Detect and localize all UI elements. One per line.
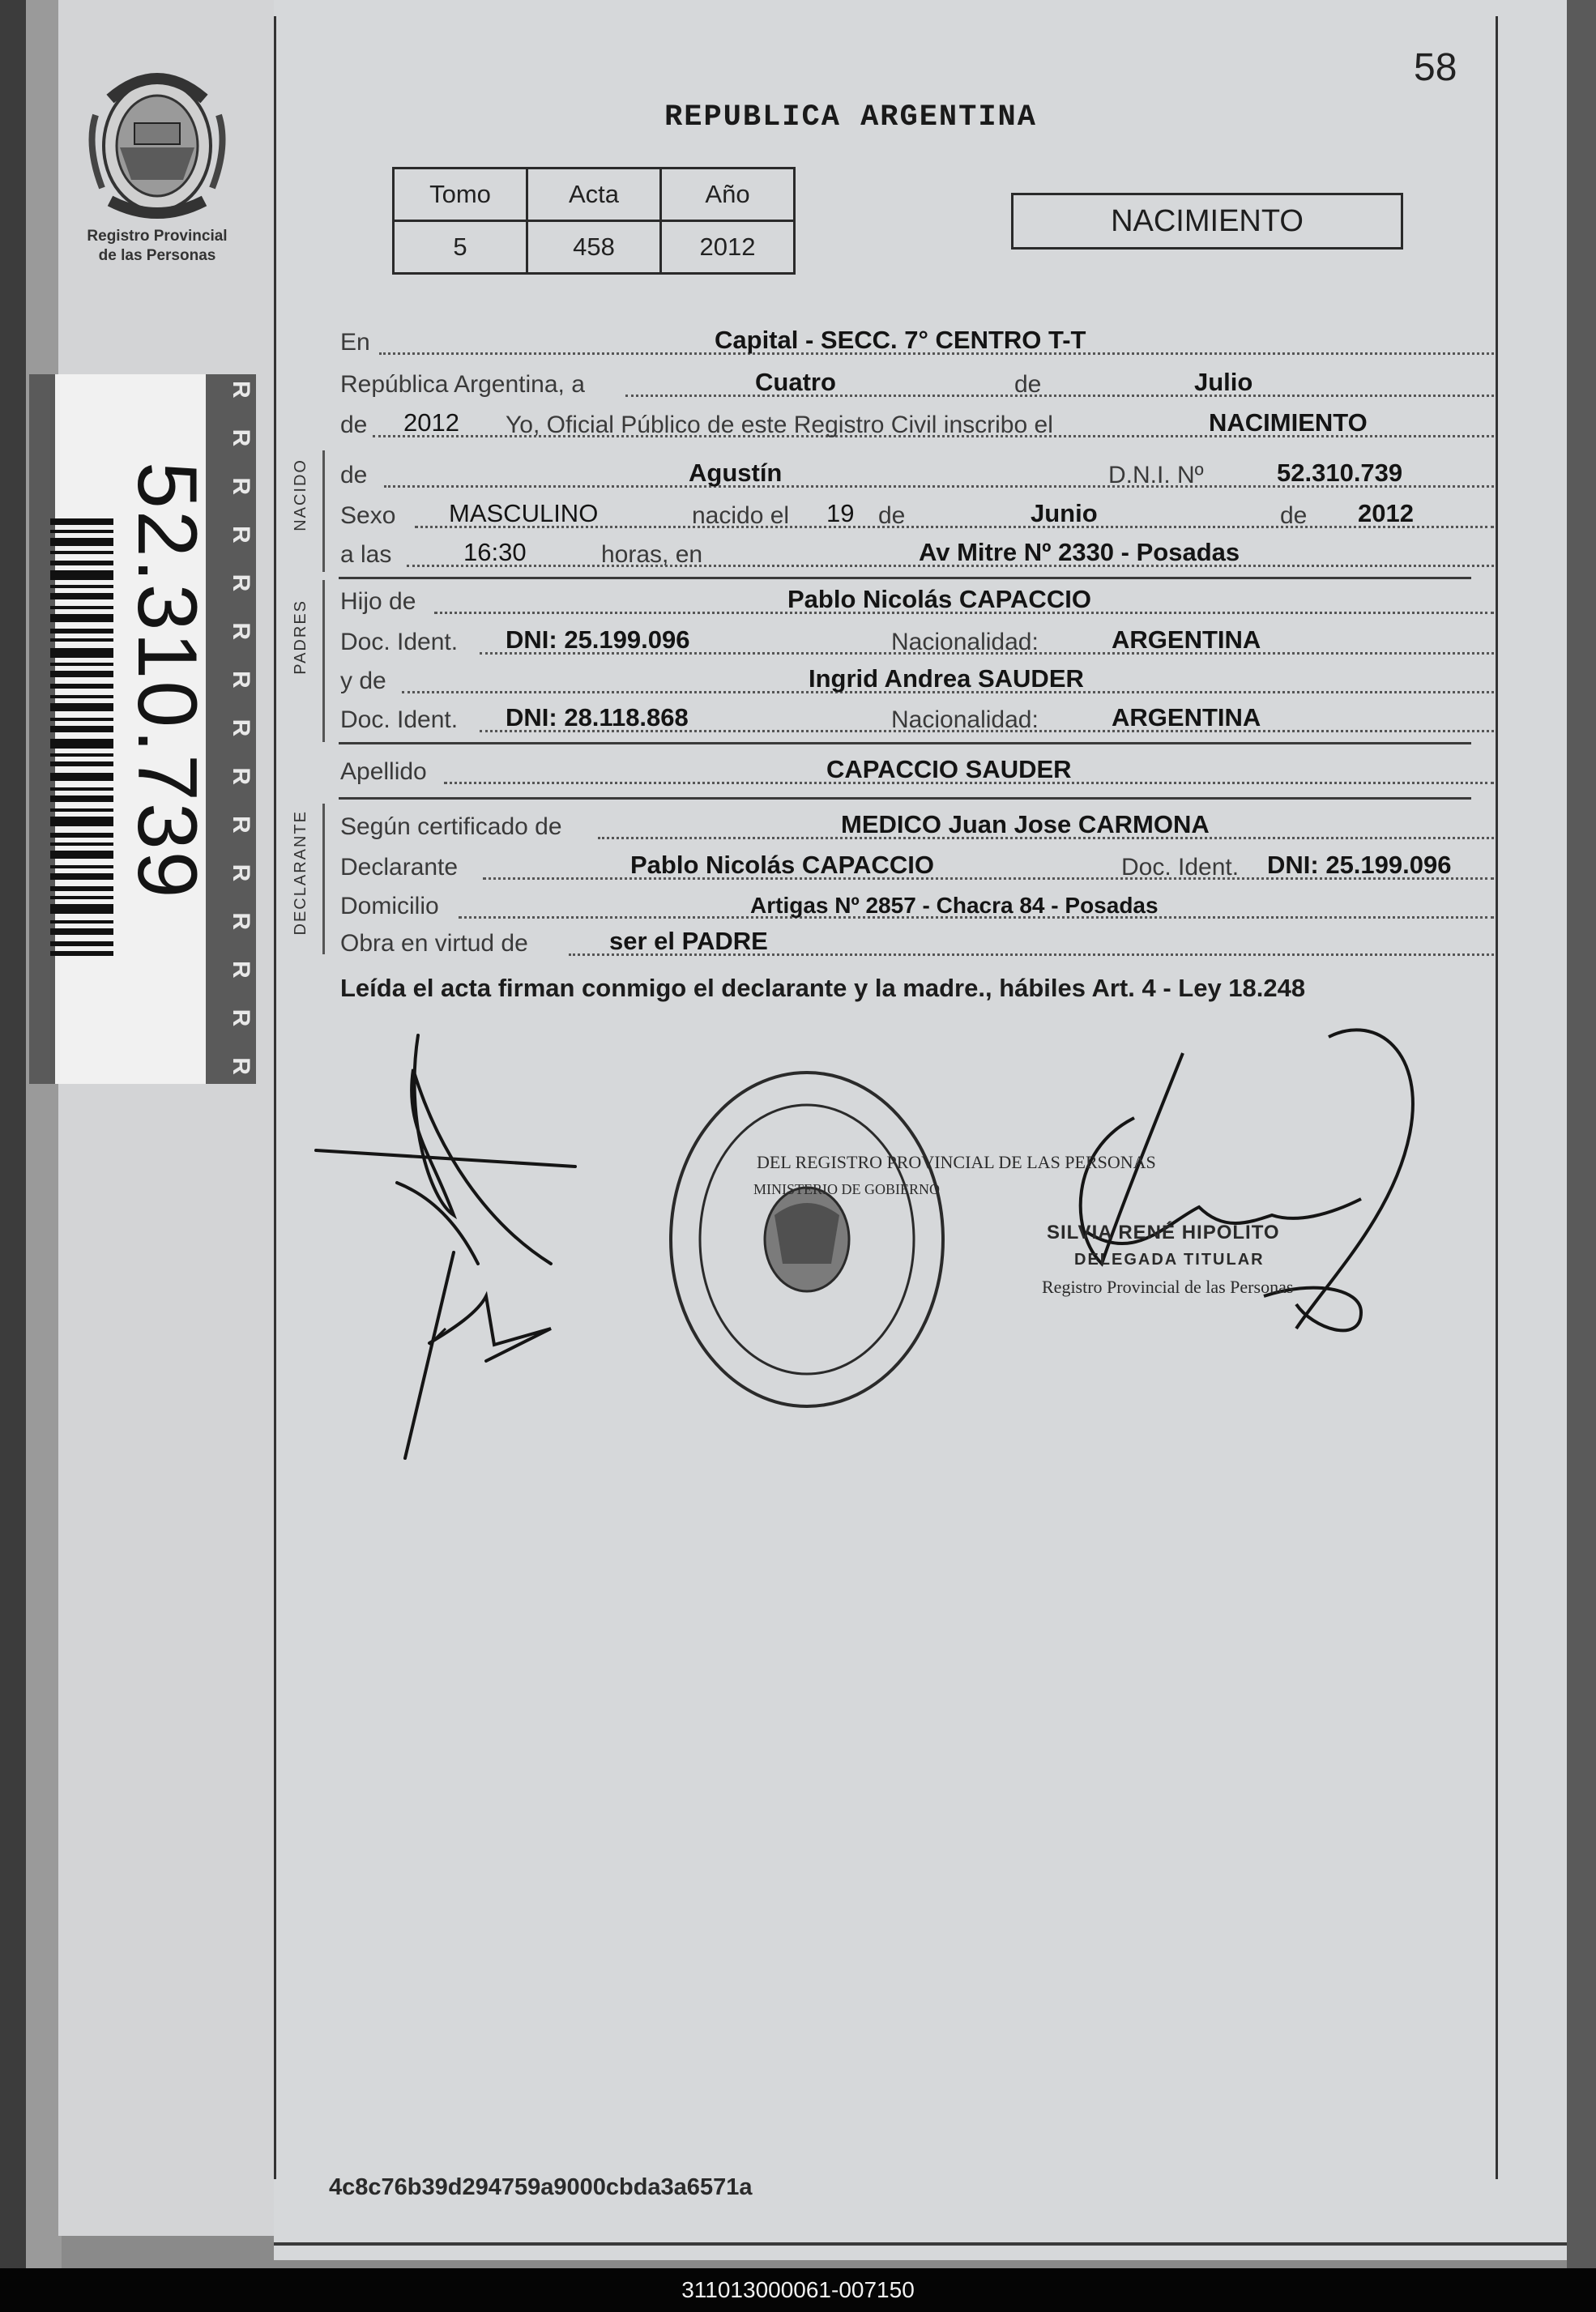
book-spine: [0, 0, 26, 2268]
value-madre-dni: DNI: 28.118.868: [506, 703, 689, 732]
record-type-box: NACIMIENTO: [1011, 193, 1403, 250]
label-nacionalidad: Nacionalidad:: [891, 706, 1039, 733]
value-obra-en-virtud: ser el PADRE: [609, 927, 768, 955]
officer-office: Registro Provincial de las Personas: [1042, 1277, 1294, 1297]
footer-id: 311013000061-007150: [681, 2277, 915, 2302]
label-obra-en-virtud: Obra en virtud de: [340, 930, 528, 957]
value-dia: Cuatro: [755, 368, 836, 396]
province-emblem: [78, 58, 237, 228]
row-apellido: [340, 749, 1494, 789]
label-y-de: y de: [340, 668, 386, 694]
value-certificado: MEDICO Juan Jose CARMONA: [841, 810, 1210, 838]
label-nacionalidad: Nacionalidad:: [891, 629, 1039, 655]
value-apellido: CAPACCIO SAUDER: [826, 755, 1072, 783]
register-value-tomo: 5: [394, 221, 527, 274]
seal-inner-text: MINISTERIO DE GOBIERNO: [753, 1181, 940, 1197]
right-margin-rule: [1496, 16, 1498, 2179]
officer-role: DELEGADA TITULAR: [1074, 1251, 1265, 1269]
register-value-anio: 2012: [661, 221, 795, 274]
officer-name: SILVIA RENÉ HIPOLITO: [1047, 1222, 1280, 1243]
label-sexo: Sexo: [340, 502, 396, 529]
row-padre-doc: [340, 619, 1494, 659]
value-declarante-dni: DNI: 25.199.096: [1267, 851, 1452, 879]
row-hora-lugar: [340, 531, 1494, 572]
value-lugar: Capital - SECC. 7° CENTRO T-T: [715, 326, 1086, 354]
label-doc-ident: Doc. Ident.: [1121, 854, 1240, 881]
nacido-bracket: [322, 450, 325, 572]
row-lugar: [340, 319, 1494, 360]
label-doc-ident: Doc. Ident.: [340, 629, 459, 655]
value-domicilio: Artigas Nº 2857 - Chacra 84 - Posadas: [750, 893, 1159, 918]
value-padre-dni: DNI: 25.199.096: [506, 625, 690, 654]
label-de: de: [340, 462, 368, 488]
register-table: [392, 167, 796, 275]
sticker-dni-number: 52.310.739: [120, 462, 214, 900]
value-lugar-nacimiento: Av Mitre Nº 2330 - Posadas: [919, 538, 1240, 566]
label-hijo-de: Hijo de: [340, 588, 416, 615]
label-en: En: [340, 329, 370, 356]
label-declarante: Declarante: [340, 854, 459, 881]
label-apellido: Apellido: [340, 758, 427, 785]
label-dni: D.N.I. Nº: [1108, 462, 1204, 488]
closing-statement: Leída el acta firman conmigo el declarante y la madre., hábiles Art. 4 - Ley 18.248: [340, 974, 1306, 1002]
signature-area: [308, 1021, 1442, 1474]
document-hash: 4c8c76b39d294759a9000cbda3a6571a: [329, 2174, 753, 2200]
mother-signature: [429, 1329, 446, 1345]
country-title: REPUBLICA ARGENTINA: [664, 100, 1037, 134]
declarante-bracket: [322, 804, 325, 954]
label-de: de: [1014, 371, 1042, 398]
row-inscripcion: [340, 402, 1494, 442]
page-number: 58: [1414, 46, 1457, 89]
value-padre-nacionalidad: ARGENTINA: [1112, 625, 1261, 654]
label-a-las: a las: [340, 541, 392, 568]
value-dni: 52.310.739: [1277, 459, 1403, 487]
label-de: de: [878, 502, 906, 529]
label-nacido-el: nacido el: [692, 502, 790, 529]
value-madre: Ingrid Andrea SAUDER: [809, 664, 1084, 693]
row-obra-en-virtud: [340, 920, 1494, 961]
row-certificado: [340, 804, 1494, 844]
section-label-nacido: NACIDO: [292, 459, 309, 531]
page-edge: [1567, 0, 1596, 2268]
value-madre-nacionalidad: ARGENTINA: [1112, 703, 1261, 732]
label-segun-certificado: Según certificado de: [340, 813, 562, 840]
registry-seal: [671, 1073, 943, 1406]
register-header-acta: Acta: [527, 168, 661, 221]
row-madre-doc: [340, 697, 1494, 737]
row-fecha: [340, 361, 1494, 402]
register-value-acta: 458: [527, 221, 661, 274]
section-label-declarante: DECLARANTE: [292, 810, 309, 936]
row-sexo-nacimiento: [340, 493, 1494, 533]
section-label-padres: PADRES: [292, 599, 309, 675]
left-margin-rule: [274, 16, 276, 2179]
label-domicilio: Domicilio: [340, 893, 439, 919]
value-dia-nacimiento: 19: [826, 499, 855, 527]
row-declarante: [340, 844, 1494, 885]
bottom-rule: [274, 2242, 1567, 2246]
value-mes: Julio: [1194, 368, 1253, 396]
row-madre: [340, 658, 1494, 698]
padres-bracket: [322, 580, 325, 742]
label-republica: República Argentina, a: [340, 371, 585, 398]
registry-label: [68, 227, 246, 266]
value-padre: Pablo Nicolás CAPACCIO: [787, 585, 1091, 613]
value-declarante: Pablo Nicolás CAPACCIO: [630, 851, 934, 879]
value-anio-nacimiento: 2012: [1358, 499, 1414, 527]
value-tipo: NACIMIENTO: [1209, 408, 1368, 437]
binding-strip: [26, 0, 62, 2268]
registry-label-line-2: de las Personas: [98, 247, 216, 264]
section-divider: [339, 797, 1471, 800]
value-sexo: MASCULINO: [449, 499, 599, 527]
label-oficial: Yo, Oficial Público de este Registro Civil inscribo el: [506, 412, 1053, 438]
label-doc-ident: Doc. Ident.: [340, 706, 459, 733]
value-nombre: Agustín: [689, 459, 783, 487]
row-nombre: [340, 452, 1494, 493]
row-padre: [340, 578, 1494, 619]
section-divider: [339, 742, 1471, 744]
row-domicilio: [340, 883, 1494, 924]
register-header-tomo: Tomo: [394, 168, 527, 221]
value-mes-nacimiento: Junio: [1031, 499, 1098, 527]
value-hora: 16:30: [463, 538, 527, 566]
value-anio: 2012: [403, 408, 459, 437]
label-de: de: [340, 412, 368, 438]
sticker-pattern: RRRRRRRRRRRRRRR: [228, 381, 254, 1106]
label-horas-en: horas, en: [601, 541, 703, 568]
seal-outer-text: DEL REGISTRO PROVINCIAL DE LAS PERSONAS: [757, 1152, 1156, 1172]
declarant-signature: [316, 1035, 575, 1458]
registry-label-line-1: Registro Provincial: [87, 228, 228, 245]
label-de: de: [1280, 502, 1308, 529]
register-header-anio: Año: [661, 168, 795, 221]
margin-page: [58, 0, 275, 2236]
barcode: [50, 518, 113, 956]
